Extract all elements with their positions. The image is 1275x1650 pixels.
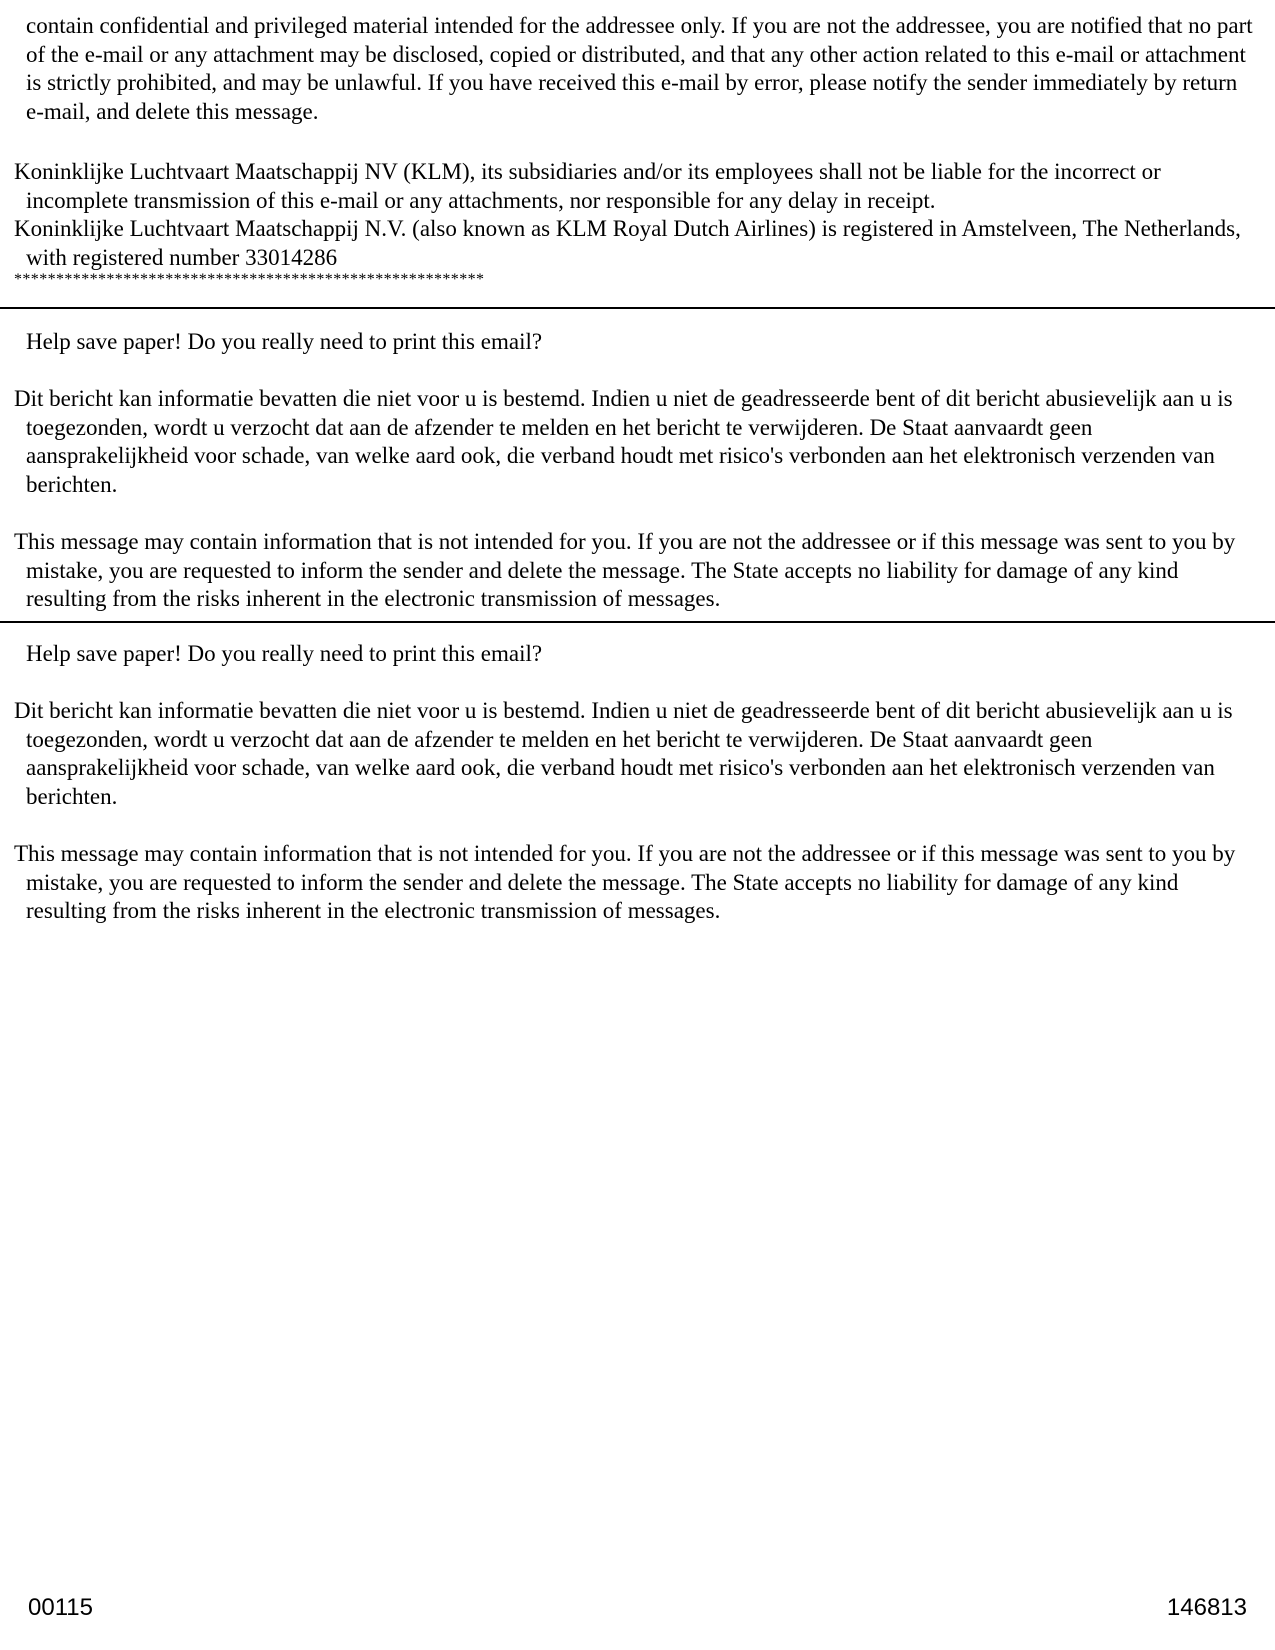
state-disclaimer-2-dutch (14, 697, 1254, 811)
dutch-disclaimer-paragraph: Dit bericht kan informatie bevatten die niet voor u is bestemd. Indien u niet de geadresseerde bent of dit bericht abusievelijk aan u is toegezonden, wordt u verzocht dat aan de afzender te melden en het bericht te verwijderen. De Staat aanvaardt geen aansprakelijkheid voor schade, van welke aard ook, die verband houdt met risico's verbonden aan het elektronisch verzenden van berichten. (14, 698, 1233, 809)
confidentiality-paragraph: contain confidential and privileged material intended for the addressee only. If you are not the addressee, you are notified that no part of the e-mail or any attachment may be disclosed, copied or distributed, and that any other action related to this e-mail or attachment is strictly prohibited, and may be unlawful. If you have received this e-mail by error, please notify the sender immediately by return e-mail, and delete this message. (26, 13, 1253, 124)
dutch-disclaimer-paragraph: Dit bericht kan informatie bevatten die niet voor u is bestemd. Indien u niet de geadresseerde bent of dit bericht abusievelijk aan u is toegezonden, wordt u verzocht dat aan de afzender te melden en het bericht te verwijderen. De Staat aanvaardt geen aansprakelijkheid voor schade, van welke aard ook, die verband houdt met risico's verbonden aan het elektronisch verzenden van berichten. (14, 386, 1233, 497)
horizontal-rule (0, 307, 1275, 309)
liability-paragraph: Koninklijke Luchtvaart Maatschappij NV (KLM), its subsidiaries and/or its employees shall not be liable for the incorrect or incomplete transmission of this e-mail or any attachments, nor responsible for any delay in receipt. (14, 159, 1161, 213)
state-disclaimer-1 (14, 328, 1254, 357)
state-disclaimer-2 (14, 640, 1254, 669)
save-paper-notice: Help save paper! Do you really need to print this email? (26, 329, 543, 354)
document-id: 146813 (1166, 1594, 1247, 1621)
state-disclaimer-1-english (14, 528, 1254, 614)
english-disclaimer-paragraph: This message may contain information that is not intended for you. If you are not the addressee or if this message was sent to you by mistake, you are requested to inform the sender and delete the message. The State accepts no liability for damage of any kind resulting from the risks inherent in the electronic transmission of messages. (14, 841, 1236, 923)
page-number: 00115 (28, 1594, 93, 1621)
klm-liability-block (14, 158, 1254, 272)
registration-paragraph: Koninklijke Luchtvaart Maatschappij N.V. (also known as KLM Royal Dutch Airlines) is registered in Amstelveen, The Netherlands, with registered number 33014286 (14, 216, 1241, 270)
state-disclaimer-2-english (14, 840, 1254, 926)
state-disclaimer-1-dutch (14, 385, 1254, 499)
save-paper-notice: Help save paper! Do you really need to print this email? (26, 641, 543, 666)
english-disclaimer-paragraph: This message may contain information that is not intended for you. If you are not the addressee or if this message was sent to you by mistake, you are requested to inform the sender and delete the message. The State accepts no liability for damage of any kind resulting from the risks inherent in the electronic transmission of messages. (14, 529, 1236, 611)
asterisk-separator: ******************************************************** (14, 271, 485, 288)
klm-confidentiality-text (14, 12, 1254, 126)
horizontal-rule (0, 621, 1275, 623)
